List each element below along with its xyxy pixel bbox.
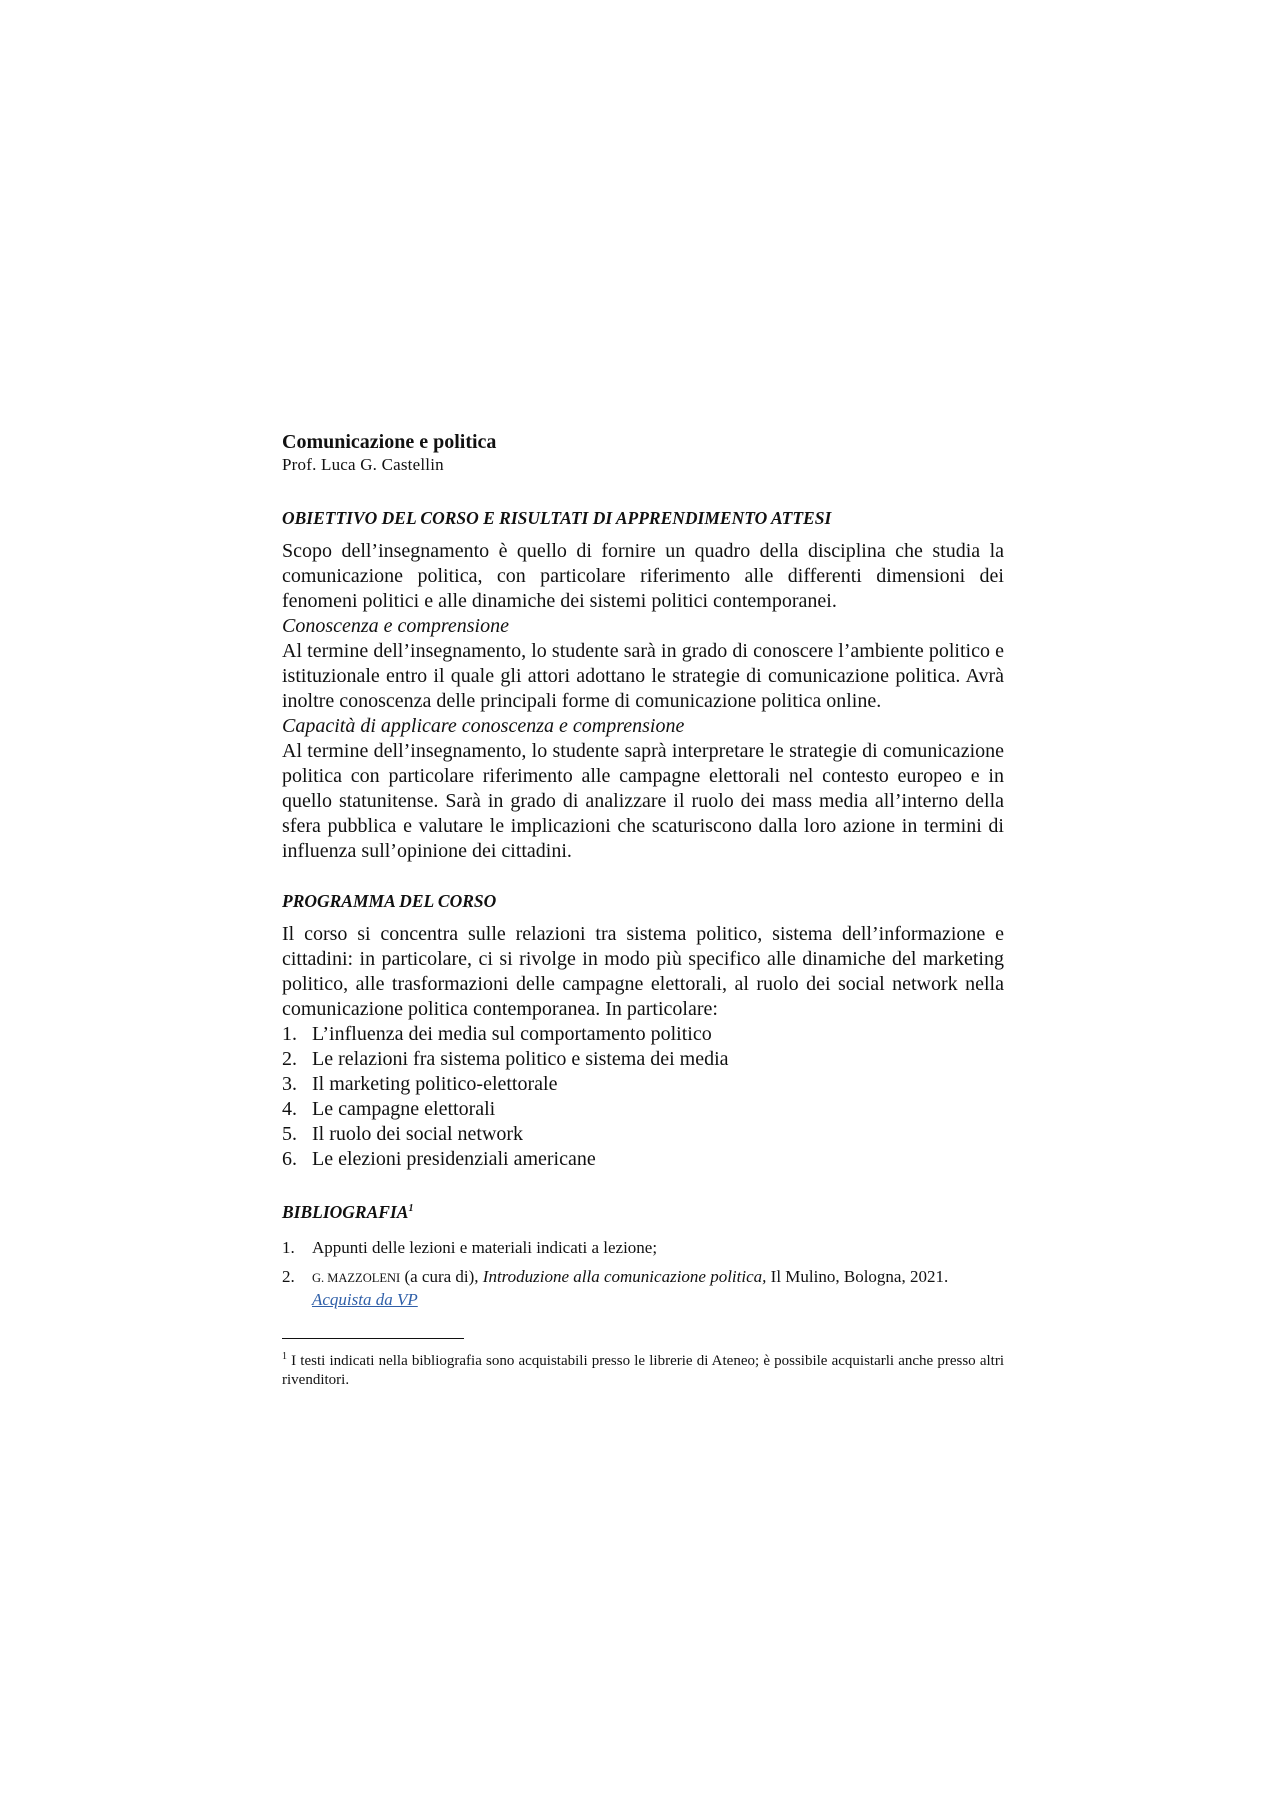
knowledge-subheading: Conoscenza e comprensione bbox=[282, 615, 509, 637]
bibliography-heading: BIBLIOGRAFIA$^1$ bbox=[282, 1201, 414, 1222]
buy-link[interactable]: Acquista da VP bbox=[312, 1289, 418, 1309]
program-intro: Il corso si concentra sulle relazioni tra sistema politico, sistema dell’informazione e cittadini: in particolare, ci si rivolge in modo più specifico alle dinamiche del marketing politico, alle trasformazioni delle campagne elettorali, al ruolo dei social network nella comunicazione politica contemporanea. In particolare: bbox=[282, 923, 1004, 1020]
course-author bbox=[282, 454, 1004, 476]
objectives-intro: Scopo dell’insegnamento è quello di fornire un quadro della disciplina che studia la comunicazione politica, con particolare riferimento alle differenti dimensioni dei fenomeni politici e alle dinamiche dei sistemi politici contemporanei. bbox=[282, 540, 1004, 612]
bib-title: Introduzione alla comunicazione politica, bbox=[482, 1266, 767, 1286]
knowledge-text: Al termine dell’insegnamento, lo studente sarà in grado di conoscere l’ambiente politico e istituzionale entro il quale gli attori adottano le strategie di comunicazione politica. Avrà inoltre conoscenza delle principali forme di comunicazione politica online. bbox=[282, 640, 1004, 712]
bib-author: G. MAZZOLENI bbox=[312, 1270, 401, 1285]
bibliography-item: 2. G. MAZZOLENI (a cura di), Introduzione alla comunicazione politica, Il Mulino, Bologna, 2021. Acquista da VP bbox=[282, 1266, 949, 1309]
program-list bbox=[282, 1022, 1004, 1172]
list-item: 4. Le campagne elettorali bbox=[282, 1098, 496, 1120]
list-item: 2. Le relazioni fra sistema politico e sistema dei media bbox=[282, 1048, 729, 1070]
list-item: 6. Le elezioni presidenziali americane bbox=[282, 1148, 596, 1170]
objectives-heading: OBIETTIVO DEL CORSO E RISULTATI DI APPRENDIMENTO ATTESI bbox=[282, 508, 832, 528]
author-prefix: Prof. bbox=[282, 455, 317, 474]
list-item: 5. Il ruolo dei social network bbox=[282, 1123, 524, 1145]
course-document bbox=[282, 430, 1004, 1390]
bibliography-item: 1. Appunti delle lezioni e materiali indicati a lezione; bbox=[282, 1237, 658, 1257]
applying-subheading: Capacità di applicare conoscenza e comprensione bbox=[282, 715, 685, 737]
course-title: Comunicazione e politica bbox=[282, 431, 497, 453]
list-item: 1. L’influenza dei media sul comportamento politico bbox=[282, 1023, 712, 1045]
list-item: 3. Il marketing politico-elettorale bbox=[282, 1073, 558, 1095]
footnote: $^1$ I testi indicati nella bibliografia sono acquistabili presso le librerie di Ateneo; è possibile acquistarli anche presso altri rivenditori. bbox=[282, 1350, 1004, 1388]
author-name: Luca G. Castellin bbox=[320, 455, 444, 474]
footnote-ref[interactable]: 1 bbox=[408, 1203, 414, 1214]
bibliography-list bbox=[282, 1237, 1004, 1310]
applying-text: Al termine dell’insegnamento, lo studente saprà interpretare le strategie di comunicazione politica con particolare riferimento alle campagne elettorali nel contesto europeo e in quello statunitense. Sarà in grado di analizzare il ruolo dei mass media all’interno della sfera pubblica e valutare le implicazioni che scaturiscono dalla loro azione in termini di influenza sull’opinione dei cittadini. bbox=[282, 740, 1004, 862]
program-heading: PROGRAMMA DEL CORSO bbox=[282, 891, 497, 911]
